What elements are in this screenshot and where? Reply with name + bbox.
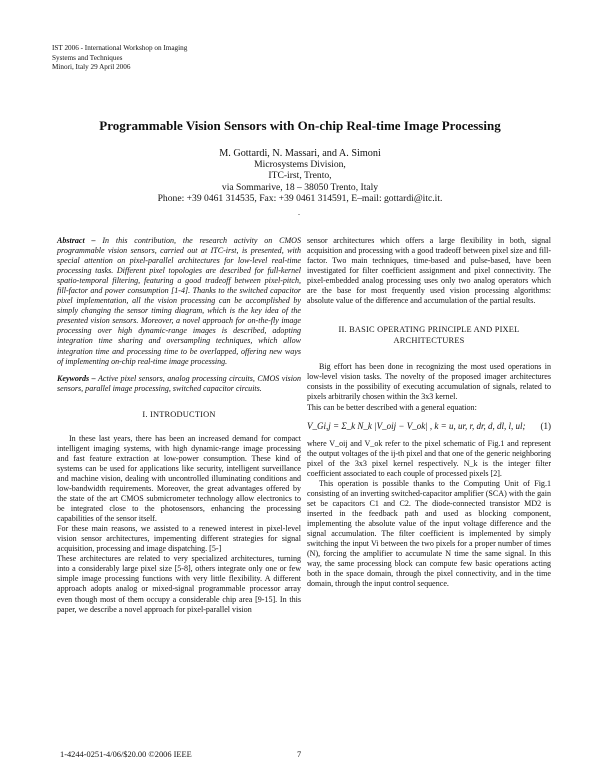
conference-line: Systems and Techniques — [52, 53, 123, 62]
keywords — [57, 374, 301, 394]
equation-1 — [307, 421, 551, 431]
affiliation-line: Microsystems Division, — [254, 159, 346, 171]
author-names: M. Gottardi, N. Massari, and A. Simoni — [219, 148, 381, 159]
section-heading-basic-principle — [307, 324, 551, 346]
page-number: 7 — [297, 750, 302, 759]
equation-body: V_Gi,j = Σ_k N_k |V_oij − V_ok| , k = u, ur, r, dr, d, dl, l, ul; — [307, 420, 526, 431]
keywords-label: Keywords – — [57, 373, 96, 383]
keywords-text: Active pixel sensors, analog processing circuits, CMOS vision sensors, parallel image processing, switched capacitor circuits. — [57, 373, 301, 393]
section-heading-introduction: I. INTRODUCTION — [142, 409, 216, 419]
equation-number: (1) — [540, 420, 551, 431]
conference-line: Minori, Italy 29 April 2006 — [52, 63, 131, 72]
affiliation-line: via Sommarive, 18 – 38050 Trento, Italy — [221, 181, 379, 193]
body-paragraph: where V_oij and V_ok refer to the pixel schematic of Fig.1 and represent the output voltages of the ij-th pixel and that one of the generic neighboring pixel of the 3x3 pixel kernel respectively. N_k is the integer filter coefficient associated to each couple of processed pixels [2]. — [307, 438, 551, 478]
conference-line: IST 2006 - International Workshop on Imaging — [52, 44, 188, 52]
body-paragraph: Big effort has been done in recognizing the most used operations in low-level vision tasks. The novelty of the proposed imager architectures consists in the possibility of executing accumulation of signals, related to pixels arbitrarily chosen within the 3x3 kernel. — [307, 362, 551, 402]
abstract-label: Abstract – — [57, 236, 96, 245]
abstract — [57, 236, 301, 367]
left-column — [57, 236, 301, 615]
separator-dot: . — [298, 208, 300, 217]
right-column — [307, 236, 551, 589]
paper-title: Programmable Vision Sensors with On-chip Real-time Image Processing — [99, 118, 501, 133]
affiliation-line: ITC-irst, Trento, — [268, 170, 332, 182]
body-paragraph: sensor architectures which offers a large flexibility in both, signal acquisition and processing with a good tradeoff between pixel size and fill-factor. Two main techniques, time-based and pulse-based, have been investigated for filter coefficient assignment and pixel connectivity. The pixel-embedded analog processing uses only two analog operators which are the base for most frequently used vision processing algorithms: absolute value of the difference and accumulation of the partial results. — [307, 236, 551, 306]
intro-paragraph: For these main reasons, we assisted to a renewed interest in pixel-level vision sensor architectures, impementing different strategies for signal acquisition, processing and image dispatching. [5-] — [57, 524, 301, 554]
section-heading-line: ARCHITECTURES — [393, 336, 465, 346]
body-paragraph: This can be better described with a general equation: — [307, 402, 477, 412]
copyright-footer: 1-4244-0251-4/06/$20.00 ©2006 IEEE — [60, 750, 192, 759]
abstract-text: In this contribution, the research activity on CMOS programmable vision sensors, carried out at ITC-irst, is presented, with special attention on pixel-parallel architectures for low-level real-time processing tasks. Different pixel topologies are described for full-kernel spatio-temporal filtering, featuring a good tradeoff between pixel-pitch, fill-factor and power consumption [1-4]. Thanks to the switched capacitor pixel implementation, all the vision processing can be accomplished by simply changing the sensor timing diagram, which is the key idea of the presented vision sensors. Moreover, a novel approach for on-the-fly image processing over high dynamic-range images is described, adopting integration time sharing and oversampling techniques, which allow integration time and processing time to be overlapped, offering new ways of implementing on-chip real-time image processing. — [57, 236, 302, 366]
intro-paragraph: These architectures are related to very specialized architectures, turning into a considerably large pixel size [5-8], others integrate only one or few simple image processing functions with very little flexibility. A different approach adopts analog or mixed-signal programmable processor array even though most of them occupy a considerable chip area [9-15]. In this paper, we describe a novel approach for pixel-parallel vision — [57, 554, 301, 614]
conference-header — [52, 44, 187, 73]
author-block — [40, 148, 560, 204]
intro-paragraph: In these last years, there has been an increased demand for compact intelligent imaging systems, with high dynamic-range image processing and fast feature extraction at low-power consumption. These kind of systems can be used for applications like security, intelligent surveillance and machine vision, dealing with uncontrolled illuminating conditions and low-bandwidth requirements. Moreover, the great advantages offered by the state of the art CMOS submicrometer technology allow electronics to be integrated close to the photosensors, enhancing the processing capabilities of the sensor itself. — [57, 433, 301, 524]
section-heading-line: II. BASIC OPERATING PRINCIPLE AND PIXEL — [338, 325, 520, 335]
body-paragraph: This operation is possible thanks to the Computing Unit of Fig.1 consisting of an inverting switched-capacitor amplifier (SCA) with the gain set be capacitors C1 and C2. The diode-connected transistor MD2 is inserted in the feedback path and used as blocking component, implementing the absolute value of the input voltage difference and the signal accumulation. The filter coefficient is implemented by simply switching the input Vi between the two pixels for a proper number of times (N), forcing the amplifier to accumulate N time the same signal. In this way, the same processing block can compute few basic operations acting both in the space domain, through the pixel connectivity, and in the time domain, through the input control sequence. — [307, 478, 551, 589]
contact-line: Phone: +39 0461 314535, Fax: +39 0461 314591, E–mail: gottardi@itc.it. — [157, 192, 443, 204]
